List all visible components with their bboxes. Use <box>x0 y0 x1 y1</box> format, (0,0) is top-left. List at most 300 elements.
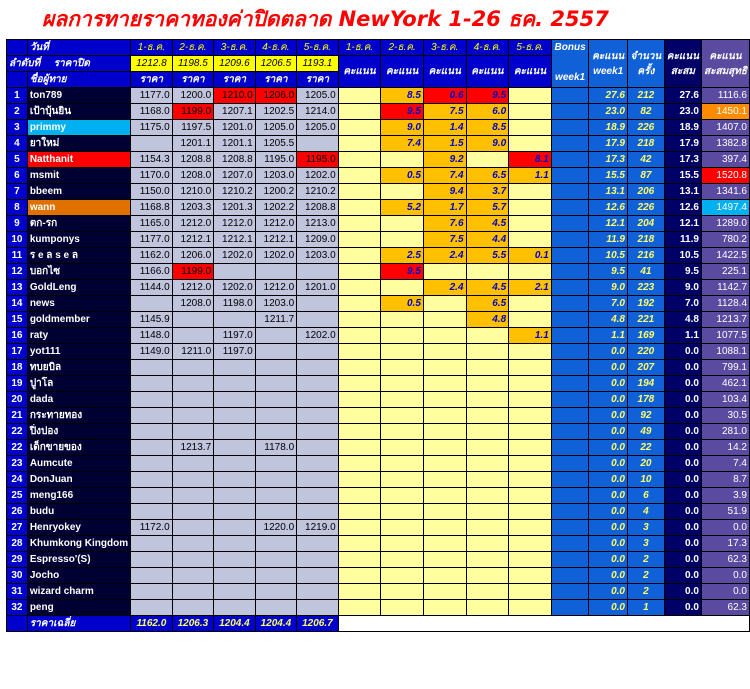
guess-price <box>297 504 339 520</box>
day-score <box>509 504 552 520</box>
guess-price: 1200.2 <box>255 184 297 200</box>
player-name: dada <box>27 392 130 408</box>
day-score <box>509 360 552 376</box>
guess-count: 22 <box>628 440 665 456</box>
day-score <box>509 424 552 440</box>
day-score <box>509 232 552 248</box>
bonus-cell <box>551 472 589 488</box>
rank-cell: 32 <box>7 600 28 616</box>
day-score <box>466 520 509 536</box>
guess-price: 1210.2 <box>297 184 339 200</box>
header-count-top: จำนวน <box>630 50 662 62</box>
guess-price <box>131 136 173 152</box>
rank-cell: 20 <box>7 392 28 408</box>
day-score <box>381 440 424 456</box>
guess-price: 1211.0 <box>172 344 214 360</box>
table-row <box>7 296 750 312</box>
guess-price: 1197.0 <box>214 328 256 344</box>
table-row <box>7 200 750 216</box>
table-row <box>7 136 750 152</box>
player-name: meng166 <box>27 488 130 504</box>
guess-price <box>172 600 214 616</box>
close-price: 1193.1 <box>297 56 339 72</box>
cumulative-score: 1142.7 <box>701 280 749 296</box>
guess-price: 1210.0 <box>172 184 214 200</box>
guess-price <box>131 424 173 440</box>
day-score <box>381 568 424 584</box>
bonus-cell <box>551 392 589 408</box>
guess-count: 204 <box>628 216 665 232</box>
guess-count: 220 <box>628 344 665 360</box>
day-score <box>381 152 424 168</box>
guess-price <box>297 312 339 328</box>
cumulative-score: 1520.8 <box>701 168 749 184</box>
average-price: 1206.7 <box>297 616 339 632</box>
player-name: GoldLeng <box>27 280 130 296</box>
week1-score: 0.0 <box>589 424 628 440</box>
guess-price: 1203.3 <box>172 200 214 216</box>
guess-price <box>131 440 173 456</box>
total-score: 0.0 <box>664 488 701 504</box>
guess-price <box>131 392 173 408</box>
week1-score: 0.0 <box>589 568 628 584</box>
day-score <box>466 360 509 376</box>
guess-price <box>214 584 256 600</box>
guess-price: 1213.7 <box>172 440 214 456</box>
day-score <box>338 584 381 600</box>
day-score <box>509 408 552 424</box>
week1-score: 0.0 <box>589 520 628 536</box>
day-score <box>509 200 552 216</box>
week1-score: 0.0 <box>589 504 628 520</box>
rank-cell: 27 <box>7 520 28 536</box>
close-price: 1212.8 <box>131 56 173 72</box>
page-title: ผลการทายราคาทองค่าปิดตลาด NewYork 1-26 ธค. 2557 <box>42 7 609 31</box>
week1-score: 13.1 <box>589 184 628 200</box>
week1-score: 0.0 <box>589 408 628 424</box>
day-score <box>466 376 509 392</box>
day-score: 9.0 <box>381 120 424 136</box>
table-body <box>7 88 750 616</box>
close-price: 1206.5 <box>255 56 297 72</box>
day-score: 2.4 <box>423 248 466 264</box>
table-row <box>7 232 750 248</box>
total-score: 12.1 <box>664 216 701 232</box>
total-score: 0.0 <box>664 456 701 472</box>
player-name: Espresso'(S) <box>27 552 130 568</box>
day-score: 0.5 <box>381 168 424 184</box>
day-score <box>423 552 466 568</box>
header-score-date: 5-ธ.ค. <box>509 40 552 56</box>
player-name: Aumcute <box>27 456 130 472</box>
total-score: 11.9 <box>664 232 701 248</box>
guess-price: 1209.0 <box>297 232 339 248</box>
table-row <box>7 568 750 584</box>
day-score: 1.1 <box>509 328 552 344</box>
guess-count: 6 <box>628 488 665 504</box>
header-date: 2-ธ.ค. <box>172 40 214 56</box>
guess-price <box>297 568 339 584</box>
day-score <box>509 488 552 504</box>
header-cumulative-bot: สะสมสุทธิ <box>703 65 747 77</box>
rank-cell: 17 <box>7 344 28 360</box>
guess-price <box>131 536 173 552</box>
day-score <box>509 264 552 280</box>
total-score: 0.0 <box>664 344 701 360</box>
day-score: 3.7 <box>466 184 509 200</box>
cumulative-score: 799.1 <box>701 360 749 376</box>
day-score: 8.1 <box>509 152 552 168</box>
cumulative-score: 8.7 <box>701 472 749 488</box>
header-date: 5-ธ.ค. <box>297 40 339 56</box>
day-score <box>338 504 381 520</box>
day-score <box>381 392 424 408</box>
guess-price: 1172.0 <box>131 520 173 536</box>
guess-price <box>255 424 297 440</box>
guess-price <box>297 440 339 456</box>
day-score: 1.4 <box>423 120 466 136</box>
guess-price: 1177.0 <box>131 232 173 248</box>
header-score: คะแนน <box>509 56 552 88</box>
week1-score: 0.0 <box>589 552 628 568</box>
guess-count: 10 <box>628 472 665 488</box>
guess-price <box>297 136 339 152</box>
total-score: 15.5 <box>664 168 701 184</box>
rank-cell: 9 <box>7 216 28 232</box>
guess-price: 1199.0 <box>172 104 214 120</box>
cumulative-score: 7.4 <box>701 456 749 472</box>
cumulative-score: 1077.5 <box>701 328 749 344</box>
guess-price <box>131 584 173 600</box>
guess-price: 1149.0 <box>131 344 173 360</box>
day-score <box>381 584 424 600</box>
guess-price <box>255 488 297 504</box>
rank-cell: 6 <box>7 168 28 184</box>
day-score: 4.8 <box>466 312 509 328</box>
week1-score: 0.0 <box>589 584 628 600</box>
guess-count: 92 <box>628 408 665 424</box>
guess-price: 1202.0 <box>297 168 339 184</box>
day-score <box>338 600 381 616</box>
bonus-cell <box>551 120 589 136</box>
day-score: 0.6 <box>423 88 466 104</box>
guess-price: 1201.1 <box>214 136 256 152</box>
guess-price <box>131 360 173 376</box>
guess-price: 1202.5 <box>255 104 297 120</box>
bonus-cell <box>551 200 589 216</box>
guess-count: 206 <box>628 184 665 200</box>
day-score <box>423 424 466 440</box>
guess-price: 1207.0 <box>214 168 256 184</box>
day-score <box>338 232 381 248</box>
rank-cell: 19 <box>7 376 28 392</box>
guess-price: 1200.0 <box>172 88 214 104</box>
guess-price: 1210.2 <box>214 184 256 200</box>
day-score <box>338 328 381 344</box>
table-row <box>7 392 750 408</box>
day-score <box>466 584 509 600</box>
day-score: 2.5 <box>381 248 424 264</box>
day-score <box>338 200 381 216</box>
day-score <box>381 504 424 520</box>
day-score <box>466 328 509 344</box>
day-score: 1.7 <box>423 200 466 216</box>
guess-price: 1206.0 <box>172 248 214 264</box>
day-score <box>509 136 552 152</box>
header-score-date: 4-ธ.ค. <box>466 40 509 56</box>
guess-price <box>131 456 173 472</box>
header-count-bot: ครั้ง <box>637 65 655 77</box>
week1-score: 27.6 <box>589 88 628 104</box>
close-price: 1198.5 <box>172 56 214 72</box>
day-score <box>423 536 466 552</box>
week1-score: 0.0 <box>589 488 628 504</box>
day-score <box>509 440 552 456</box>
cumulative-score: 51.9 <box>701 504 749 520</box>
guess-price: 1201.0 <box>214 120 256 136</box>
total-score: 23.0 <box>664 104 701 120</box>
guess-count: 82 <box>628 104 665 120</box>
guess-price <box>172 504 214 520</box>
day-score <box>338 376 381 392</box>
guess-count: 221 <box>628 312 665 328</box>
guess-price: 1220.0 <box>255 520 297 536</box>
player-name: wizard charm <box>27 584 130 600</box>
guess-count: 87 <box>628 168 665 184</box>
rank-cell: 25 <box>7 488 28 504</box>
day-score <box>466 488 509 504</box>
day-score <box>338 424 381 440</box>
guess-price <box>255 472 297 488</box>
total-score: 9.5 <box>664 264 701 280</box>
day-score <box>338 440 381 456</box>
guess-price <box>297 424 339 440</box>
guess-price: 1208.0 <box>172 296 214 312</box>
week1-score: 0.0 <box>589 344 628 360</box>
guess-price <box>172 568 214 584</box>
player-name: primmy <box>27 120 130 136</box>
rank-cell: 26 <box>7 504 28 520</box>
day-score: 5.2 <box>381 200 424 216</box>
guess-price <box>297 408 339 424</box>
header-bonus-label: Bonus <box>554 42 586 53</box>
day-score <box>423 584 466 600</box>
day-score <box>338 392 381 408</box>
rank-cell: 31 <box>7 584 28 600</box>
player-name: เป้าบุ้นยิน <box>27 104 130 120</box>
guess-price: 1208.0 <box>172 168 214 184</box>
guess-price: 1219.0 <box>297 520 339 536</box>
day-score <box>509 536 552 552</box>
header-week1-top: คะแนน <box>592 50 625 62</box>
guess-price: 1201.3 <box>214 200 256 216</box>
total-score: 0.0 <box>664 440 701 456</box>
day-score: 9.5 <box>381 104 424 120</box>
day-score <box>381 520 424 536</box>
day-score <box>466 440 509 456</box>
header-total <box>664 40 701 88</box>
cumulative-score: 0.0 <box>701 568 749 584</box>
guess-price: 1168.8 <box>131 200 173 216</box>
day-score <box>338 104 381 120</box>
week1-score: 10.5 <box>589 248 628 264</box>
guess-price: 1150.0 <box>131 184 173 200</box>
cumulative-score: 1341.6 <box>701 184 749 200</box>
guess-price: 1148.0 <box>131 328 173 344</box>
total-score: 9.0 <box>664 280 701 296</box>
average-price: 1162.0 <box>131 616 173 632</box>
guess-count: 218 <box>628 136 665 152</box>
cumulative-score: 1088.1 <box>701 344 749 360</box>
table-header <box>7 40 750 88</box>
week1-score: 0.0 <box>589 456 628 472</box>
table-row <box>7 600 750 616</box>
week1-score: 7.0 <box>589 296 628 312</box>
day-score <box>423 328 466 344</box>
guess-price <box>255 376 297 392</box>
cumulative-score: 62.3 <box>701 552 749 568</box>
day-score <box>338 488 381 504</box>
day-score <box>338 88 381 104</box>
day-score: 2.4 <box>423 280 466 296</box>
cumulative-score: 1116.6 <box>701 88 749 104</box>
day-score <box>338 312 381 328</box>
guess-price: 1178.0 <box>255 440 297 456</box>
header-week1 <box>589 40 628 88</box>
guess-price <box>297 472 339 488</box>
day-score <box>509 344 552 360</box>
guess-price <box>131 408 173 424</box>
table-row <box>7 184 750 200</box>
header-cumulative <box>701 40 749 88</box>
cumulative-score: 14.2 <box>701 440 749 456</box>
bonus-cell <box>551 600 589 616</box>
guess-price: 1145.9 <box>131 312 173 328</box>
day-score <box>423 488 466 504</box>
guess-price: 1208.8 <box>172 152 214 168</box>
bonus-cell <box>551 408 589 424</box>
guess-price: 1208.8 <box>214 152 256 168</box>
guess-price: 1202.0 <box>214 248 256 264</box>
guess-price <box>297 536 339 552</box>
player-name: budu <box>27 504 130 520</box>
day-score <box>423 520 466 536</box>
day-score <box>509 568 552 584</box>
header-rank-label: ลำดับที่ <box>9 58 41 69</box>
bonus-cell <box>551 152 589 168</box>
bonus-cell <box>551 104 589 120</box>
player-name: กระทายทอง <box>27 408 130 424</box>
day-score <box>509 88 552 104</box>
guess-price: 1202.2 <box>255 200 297 216</box>
guess-count: 4 <box>628 504 665 520</box>
guess-count: 212 <box>628 88 665 104</box>
day-score <box>509 472 552 488</box>
day-score <box>381 328 424 344</box>
total-score: 13.1 <box>664 184 701 200</box>
day-score <box>509 456 552 472</box>
guess-count: 1 <box>628 600 665 616</box>
header-score-date: 1-ธ.ค. <box>338 40 381 56</box>
header-score: คะแนน <box>381 56 424 88</box>
week1-score: 0.0 <box>589 392 628 408</box>
week1-score: 0.0 <box>589 472 628 488</box>
cumulative-score: 1128.4 <box>701 296 749 312</box>
day-score: 6.0 <box>466 104 509 120</box>
day-score <box>338 216 381 232</box>
rank-cell: 3 <box>7 120 28 136</box>
day-score: 5.7 <box>466 200 509 216</box>
bonus-cell <box>551 440 589 456</box>
guess-count: 223 <box>628 280 665 296</box>
guess-count: 169 <box>628 328 665 344</box>
guess-price <box>172 392 214 408</box>
guess-price <box>297 456 339 472</box>
bonus-cell <box>551 264 589 280</box>
average-price: 1204.4 <box>214 616 256 632</box>
day-score <box>338 344 381 360</box>
guess-price: 1195.0 <box>297 152 339 168</box>
bonus-cell <box>551 360 589 376</box>
player-name: ปูาโล <box>27 376 130 392</box>
results-table <box>6 39 750 632</box>
guess-price: 1201.0 <box>297 280 339 296</box>
cumulative-score: 17.3 <box>701 536 749 552</box>
guess-price <box>172 328 214 344</box>
day-score <box>466 408 509 424</box>
total-score: 18.9 <box>664 120 701 136</box>
guess-count: 49 <box>628 424 665 440</box>
day-score <box>423 408 466 424</box>
guess-price: 1202.0 <box>214 280 256 296</box>
guess-price: 1212.1 <box>255 232 297 248</box>
header-price: ราคา <box>297 72 339 88</box>
rank-cell: 29 <box>7 552 28 568</box>
guess-price <box>172 456 214 472</box>
week1-score: 17.3 <box>589 152 628 168</box>
guess-price: 1154.3 <box>131 152 173 168</box>
table-row <box>7 216 750 232</box>
header-day-label: วันที่ <box>27 40 130 56</box>
bonus-cell <box>551 328 589 344</box>
total-score: 0.0 <box>664 600 701 616</box>
guess-price <box>297 488 339 504</box>
day-score <box>338 264 381 280</box>
day-score <box>338 168 381 184</box>
day-score <box>338 136 381 152</box>
guess-price: 1202.0 <box>297 328 339 344</box>
guess-price <box>172 552 214 568</box>
guess-price <box>214 392 256 408</box>
day-score <box>509 376 552 392</box>
day-score <box>381 488 424 504</box>
guess-price <box>214 264 256 280</box>
close-price: 1209.6 <box>214 56 256 72</box>
guess-price <box>172 312 214 328</box>
guess-price <box>172 360 214 376</box>
day-score: 0.1 <box>509 248 552 264</box>
player-name: ยาใหม่ <box>27 136 130 152</box>
day-score <box>509 296 552 312</box>
bonus-cell <box>551 296 589 312</box>
guess-price: 1197.0 <box>214 344 256 360</box>
bonus-cell <box>551 456 589 472</box>
guess-price <box>255 584 297 600</box>
player-name: raty <box>27 328 130 344</box>
table-row <box>7 440 750 456</box>
cumulative-score: 1382.8 <box>701 136 749 152</box>
header-price: ราคา <box>172 72 214 88</box>
